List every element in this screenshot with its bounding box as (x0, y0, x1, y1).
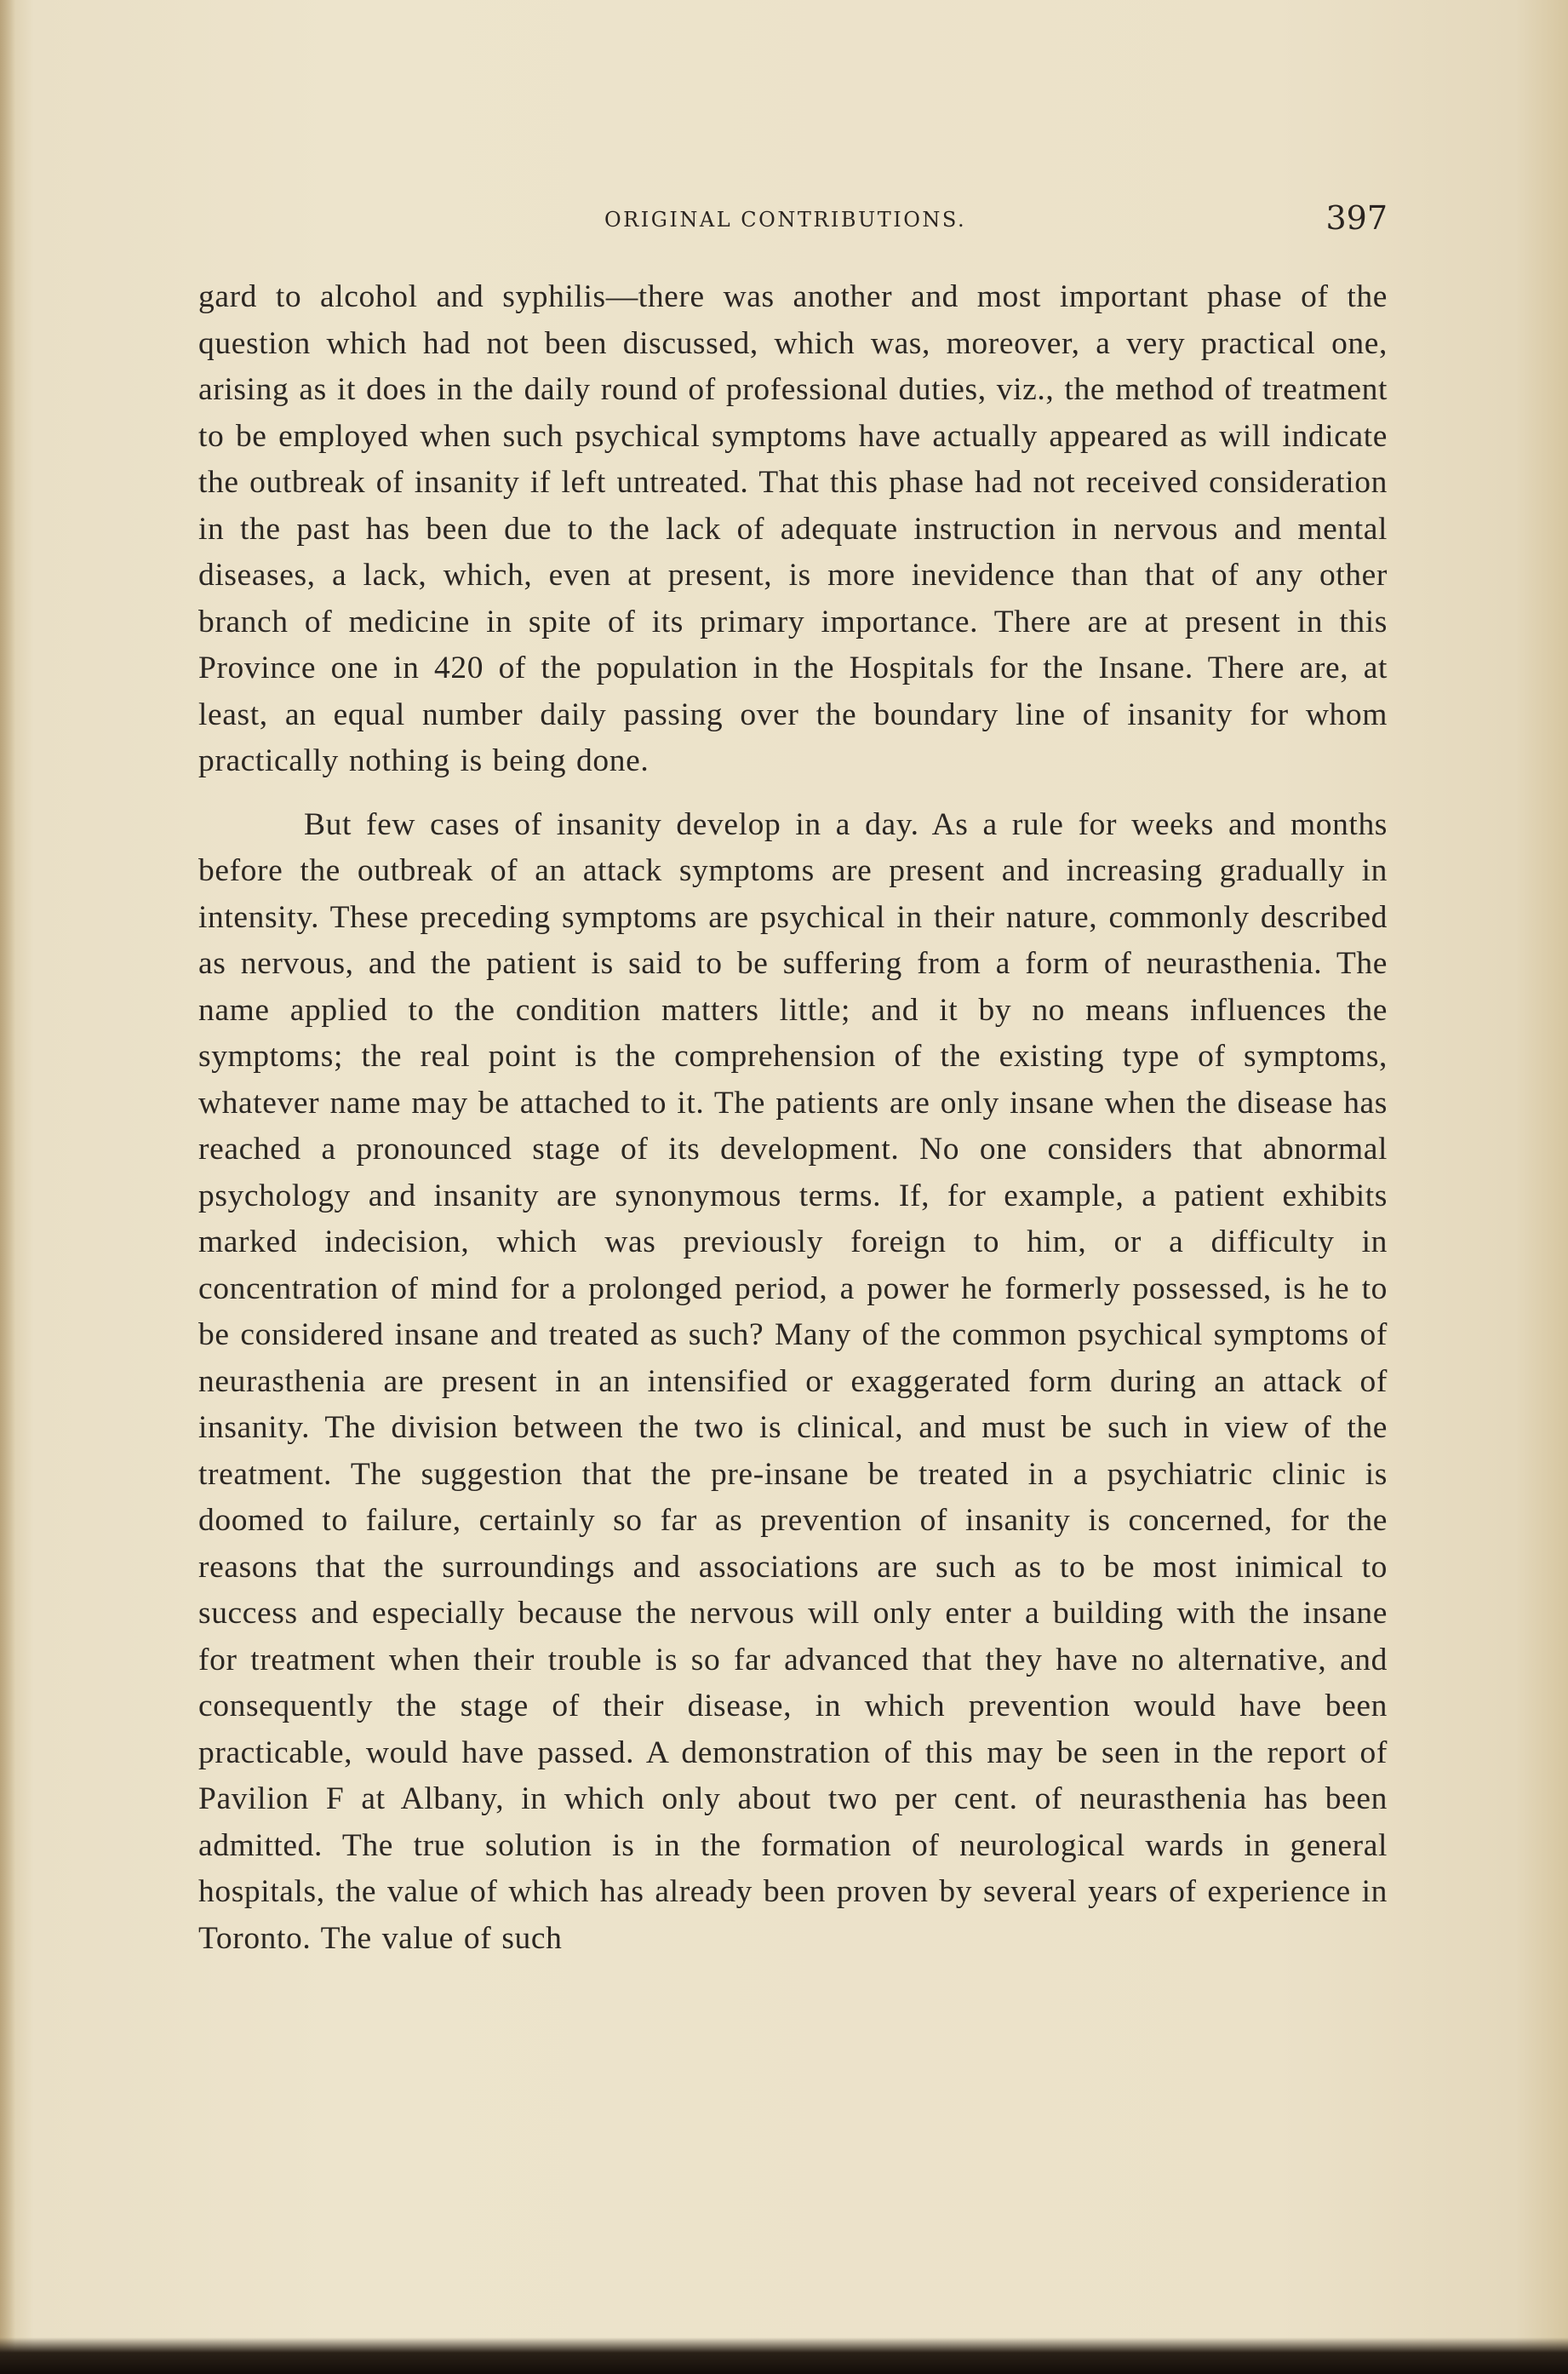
page-number: 397 (1325, 199, 1388, 237)
body-text (198, 274, 1388, 1962)
running-title: ORIGINAL CONTRIBUTIONS. (604, 208, 967, 232)
paragraph-1: gard to alcohol and syphilis—there was another and most important phase of the question which had not been discussed, which was, moreover, a very practical one, arising as it does in the daily round of professional duties, viz., the method of treatment to be employed when such psychical symptoms have actually appeared as will indicate the outbreak of insanity if left untreated. That this phase had not received consideration in the past has been due to the lack of adequate instruction in nervous and mental diseases, a lack, which, even at present, is more inevidence than that of any other branch of medicine in spite of its primary importance. There are at present in this Province one in 420 of the population in the Hospitals for the Insane. There are, at least, an equal number daily passing over the boundary line of insanity for whom practically nothing is being done. (198, 279, 1388, 778)
paragraph-2: But few cases of insanity develop in a day. As a rule for weeks and months before the outbreak of an attack symptoms are present and increasing gradually in intensity. These preceding symptoms are psychical in their nature, commonly described as nervous, and the patient is said to be suffering from a form of neurasthenia. The name applied to the condition matters little; and it by no means influences the symptoms; the real point is the comprehension of the existing type of symptoms, whatever name may be attached to it. The patients are only insane when the disease has reached a pronounced stage of its development. No one considers that abnormal psychology and insanity are synonymous terms. If, for example, a patient exhibits marked indecision, which was previously foreign to him, or a difficulty in concentration of mind for a prolonged period, a power he formerly possessed, is he to be considered insane and treated as such? Many of the common psychical symptoms of neurasthenia are present in an intensified or exaggerated form during an attack of insanity. The division between the two is clinical, and must be such in view of the treatment. The suggestion that the pre-insane be treated in a psychiatric clinic is doomed to failure, certainly so far as prevention of insanity is concerned, for the reasons that the surroundings and associations are such as to be most inimical to success and especially because the nervous will only enter a building with the insane for treatment when their trouble is so far advanced that they have no alternative, and consequently the stage of their disease, in which prevention would have been practicable, would have passed. A demonstration of this may be seen in the report of Pavilion F at Albany, in which only about two per cent. of neurasthenia has been admitted. The true solution is in the formation of neurological wards in general hospitals, the value of which has already been proven by several years of experience in Toronto. The value of such (198, 806, 1388, 1956)
running-header (196, 199, 1388, 242)
page-bottom-edge (0, 2337, 1568, 2374)
binding-shadow (0, 0, 15, 2374)
